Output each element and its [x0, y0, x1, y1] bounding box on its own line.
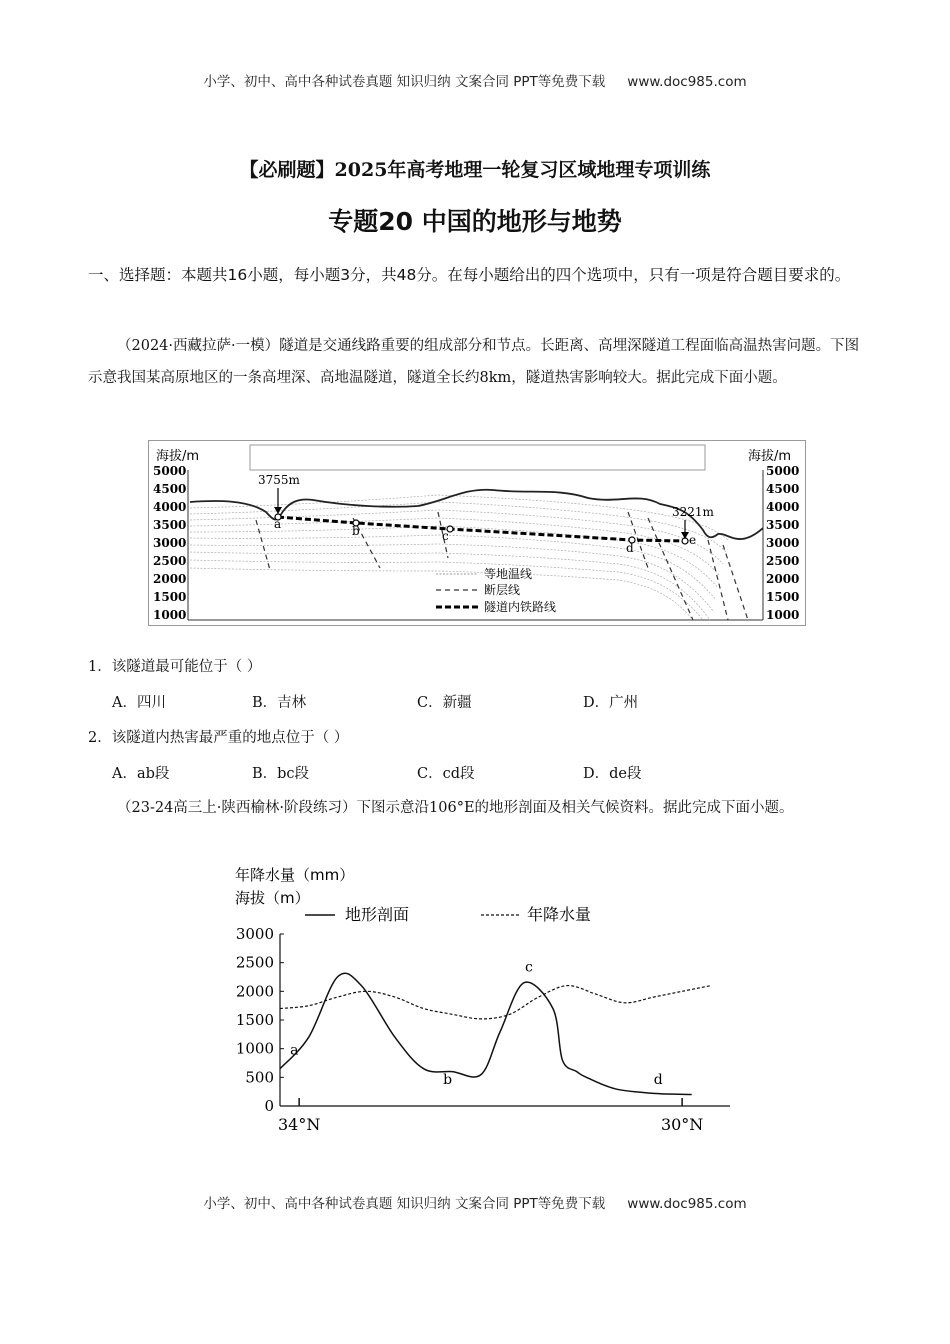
tick-right: 4000	[766, 500, 800, 514]
q1-option-c[interactable]: C．新疆	[417, 695, 472, 711]
q2-option-a[interactable]: A．ab段	[112, 766, 170, 782]
elevation-a-label: 3755m	[258, 473, 300, 487]
header-text: 小学、初中、高中各种试卷真题 知识归纳 文案合同 PPT等免费下载	[203, 74, 606, 90]
chart-legend	[305, 905, 591, 924]
page-footer	[0, 1192, 950, 1212]
tick-left: 2500	[153, 554, 187, 568]
question-intro-2: （23-24高三上·陕西榆林·阶段练习）下图示意沿106°E的地形剖面及相关气候资料。据此完成下面小题。	[117, 800, 794, 816]
y-axis-title-line1: 年降水量（mm）	[235, 866, 355, 884]
x-tick-label: 30°N	[660, 1115, 704, 1134]
legend-precip: 年降水量	[527, 905, 592, 924]
tick-left: 5000	[153, 464, 187, 478]
point-e-label: e	[689, 533, 697, 547]
footer-site-link[interactable]: www.doc985.com	[627, 1196, 747, 1212]
q2-option-b[interactable]: B．bc段	[252, 766, 310, 782]
precipitation-line	[280, 986, 711, 1019]
tick-left: 3500	[153, 518, 187, 532]
legend-terrain: 地形剖面	[345, 905, 410, 924]
tick-right: 3500	[766, 518, 800, 532]
point-label-c: c	[525, 959, 533, 976]
x-tick-label: 34°N	[277, 1115, 321, 1134]
topic-title: 专题20 中国的地形与地势	[328, 207, 622, 236]
question-1-stem: 1．该隧道最可能位于（ ）	[88, 659, 262, 675]
point-b-label: b	[352, 524, 360, 538]
point-label-a: a	[290, 1042, 299, 1059]
y-tick-label: 500	[245, 1068, 274, 1087]
terrain-profile-line	[280, 973, 692, 1094]
point-d-label: d	[626, 541, 634, 555]
question-intro-1: （2024·西藏拉萨·一模）隧道是交通线路重要的组成部分和节点。长距离、高埋深隧道工程面临高温热害问题。下图示意我国某高原地区的一条高埋深、高地温隧道，隧道全长约8km，隧道热害影响较大。据此完成下面小题。	[88, 338, 860, 386]
y-tick-label: 2500	[235, 953, 274, 972]
y-tick-label: 1500	[235, 1011, 274, 1029]
y-axis-title-line2: 海拔（m）	[235, 889, 310, 907]
header-site-link[interactable]: www.doc985.com	[627, 74, 747, 90]
figure-border	[149, 441, 806, 626]
tick-left: 2000	[153, 572, 187, 586]
tick-right: 5000	[766, 464, 800, 478]
q1-option-b[interactable]: B．吉林	[252, 695, 307, 711]
document-title: 【必刷题】2025年高考地理一轮复习区域地理专项训练	[239, 159, 711, 181]
legend-fault: 断层线	[484, 583, 521, 597]
section-heading: 一、选择题：本题共16小题，每小题3分，共48分。在每小题给出的四个选项中，只有一项是符合题目要求的。	[88, 266, 851, 284]
elevation-e-label: 3221m	[672, 505, 714, 519]
tick-right: 4500	[766, 482, 800, 496]
legend-isotherm: 等地温线	[484, 567, 533, 581]
y-axis-title-right: 海拔/m	[748, 449, 792, 464]
profile-precipitation-chart	[225, 860, 745, 1140]
tick-left: 4500	[153, 482, 187, 496]
tick-right: 2500	[766, 554, 800, 568]
q1-option-d[interactable]: D．广州	[583, 695, 639, 711]
page-header	[0, 70, 950, 90]
point-label-d: d	[653, 1072, 663, 1089]
point-a-label: a	[274, 517, 282, 531]
q2-option-c[interactable]: C．cd段	[417, 766, 475, 782]
y-tick-label: 0	[264, 1097, 274, 1115]
q2-option-d[interactable]: D．de段	[583, 766, 642, 782]
y-tick-label: 3000	[235, 925, 274, 943]
footer-text: 小学、初中、高中各种试卷真题 知识归纳 文案合同 PPT等免费下载	[203, 1196, 606, 1212]
tick-right: 3000	[766, 536, 800, 550]
q1-option-a[interactable]: A．四川	[112, 695, 166, 711]
tick-left: 1500	[153, 590, 187, 604]
tick-left: 3000	[153, 536, 187, 550]
tick-right: 2000	[766, 572, 800, 586]
y-axis-title-left: 海拔/m	[156, 449, 200, 464]
legend-railway: 隧道内铁路线	[484, 600, 557, 614]
y-tick-label: 1000	[235, 1039, 274, 1058]
y-tick-label: 2000	[235, 982, 274, 1001]
tick-left: 4000	[153, 500, 187, 514]
tunnel-profile-figure	[148, 440, 806, 626]
point-c-label: c	[442, 529, 449, 543]
question-2-stem: 2．该隧道内热害最严重的地点位于（ ）	[88, 730, 349, 746]
tick-right: 1500	[766, 590, 800, 604]
point-label-b: b	[443, 1072, 453, 1089]
tick-left: 1000	[153, 608, 187, 622]
tick-right: 1000	[766, 608, 800, 622]
